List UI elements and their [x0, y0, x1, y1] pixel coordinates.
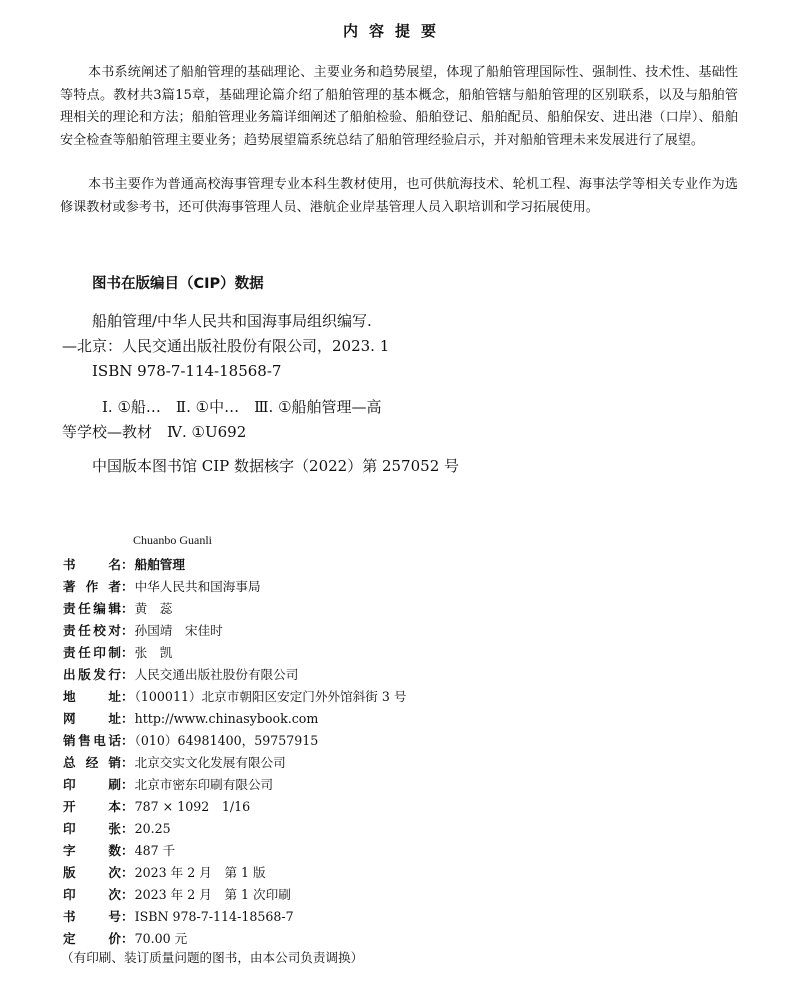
info-row-printer: 印刷：北京市密东印刷有限公司: [63, 774, 273, 796]
info-value: 孙国靖 宋佳时: [134, 623, 223, 638]
info-row-title: 书名：船舶管理: [63, 554, 185, 576]
info-row-publisher: 出版发行：人民交通出版社股份有限公司: [63, 664, 298, 686]
summary-paragraph-1: 本书系统阐述了船舶管理的基础理论、主要业务和趋势展望，体现了船舶管理国际性、强制性、技术性、基础性等特点。教材共3篇15章，基础理论篇介绍了船舶管理的基本概念，船舶管辖与船舶管理的区别联系，以及与船舶管理相关的理论和方法；船舶管理业务篇详细阐述了船舶检验、船舶登记、船舶配员、船舶保安、进出港（口岸）、船舶安全检查等船舶管理主要业务；趋势展望篇系统总结了船舶管理经验启示，并对船舶管理未来发展进行了展望。: [60, 65, 738, 148]
info-value: 船舶管理: [134, 557, 185, 572]
info-row-print-supervisor: 责任印制：张 凯: [63, 642, 172, 664]
info-label: 网址: [63, 711, 121, 726]
info-row-isbn: 书号：ISBN 978-7-114-18568-7: [63, 906, 294, 928]
info-value: 487 千: [134, 843, 176, 858]
cip-line-title: 船舶管理/中华人民共和国海事局组织编写.: [92, 312, 372, 330]
info-value: 人民交通出版社股份有限公司: [134, 667, 299, 682]
info-value: 张 凯: [134, 645, 173, 660]
cip-heading: 图书在版编目（CIP）数据: [92, 276, 264, 292]
info-value: 787 × 1092 1/16: [134, 799, 251, 814]
info-value: （010）64981400，59757915: [134, 733, 319, 748]
info-value: 北京市密东印刷有限公司: [134, 777, 274, 792]
info-row-editor: 责任编辑：黄 蕊: [63, 598, 172, 620]
quality-note: （有印刷、装订质量问题的图书，由本公司负责调换）: [61, 950, 364, 965]
info-label: 印刷: [63, 777, 121, 792]
info-row-printing: 印次：2023 年 2 月 第 1 次印刷: [63, 884, 291, 906]
cip-line-record-number: 中国版本图书馆 CIP 数据核字（2022）第 257052 号: [92, 457, 460, 475]
info-value: 黄 蕊: [134, 601, 173, 616]
info-label: 总经销: [63, 755, 121, 770]
info-row-distributor: 总经销：北京交实文化发展有限公司: [63, 752, 286, 774]
summary-paragraph-2: 本书主要作为普通高校海事管理专业本科生教材使用，也可供航海技术、轮机工程、海事法学等相关专业作为选修课教材或参考书，还可供海事管理人员、港航企业岸基管理人员入职培训和学习拓展使用。: [60, 177, 738, 215]
info-label: 地址: [63, 689, 121, 704]
info-value: 2023 年 2 月 第 1 次印刷: [134, 887, 291, 902]
info-label: 版次: [63, 865, 121, 880]
info-row-edition: 版次：2023 年 2 月 第 1 版: [63, 862, 266, 884]
cip-line-publisher: —北京：人民交通出版社股份有限公司，2023. 1: [62, 337, 390, 355]
info-row-price: 定价：70.00 元: [63, 928, 187, 950]
info-label: 责任编辑: [63, 601, 121, 616]
cip-line-isbn: ISBN 978-7-114-18568-7: [92, 362, 282, 380]
info-label: 字数: [63, 843, 121, 858]
info-row-sales-phone: 销售电话：（010）64981400，59757915: [63, 730, 318, 752]
info-label: 责任校对: [63, 623, 121, 638]
info-value: ISBN 978-7-114-18568-7: [134, 909, 294, 924]
info-label: 销售电话: [63, 733, 121, 748]
info-label: 书名: [63, 557, 121, 572]
info-label: 印次: [63, 887, 121, 902]
info-value: 20.25: [134, 821, 171, 836]
info-value: http://www.chinasybook.com: [134, 711, 319, 726]
info-label: 定价: [63, 931, 121, 946]
info-row-author: 著作者：中华人民共和国海事局: [63, 576, 261, 598]
info-label: 开本: [63, 799, 121, 814]
info-row-website: 网址：http://www.chinasybook.com: [63, 708, 318, 730]
info-label: 著作者: [63, 579, 121, 594]
info-row-proofreader: 责任校对：孙国靖 宋佳时: [63, 620, 223, 642]
info-row-format: 开本：787 × 1092 1/16: [63, 796, 250, 818]
info-label: 责任印制: [63, 645, 121, 660]
cip-line-classification: Ⅰ. ①船… Ⅱ. ①中… Ⅲ. ①船舶管理—高: [102, 398, 382, 416]
page-title: 内容提要: [342, 22, 447, 40]
info-label: 书号: [63, 909, 121, 924]
info-value: 70.00 元: [134, 931, 188, 946]
info-label: 印张: [63, 821, 121, 836]
info-row-word-count: 字数：487 千: [63, 840, 175, 862]
info-row-sheets: 印张：20.25: [63, 818, 171, 840]
info-row-address: 地址：（100011）北京市朝阳区安定门外外馆斜街 3 号: [63, 686, 406, 708]
info-value: 北京交实文化发展有限公司: [134, 755, 286, 770]
pinyin-title: Chuanbo Guanli: [133, 533, 212, 547]
info-label: 出版发行: [63, 667, 121, 682]
info-value: 2023 年 2 月 第 1 版: [134, 865, 266, 880]
cip-line-classification-cont: 等学校—教材 Ⅳ. ①U692: [62, 423, 247, 441]
info-value: 中华人民共和国海事局: [134, 579, 261, 594]
info-value: （100011）北京市朝阳区安定门外外馆斜街 3 号: [134, 689, 407, 704]
